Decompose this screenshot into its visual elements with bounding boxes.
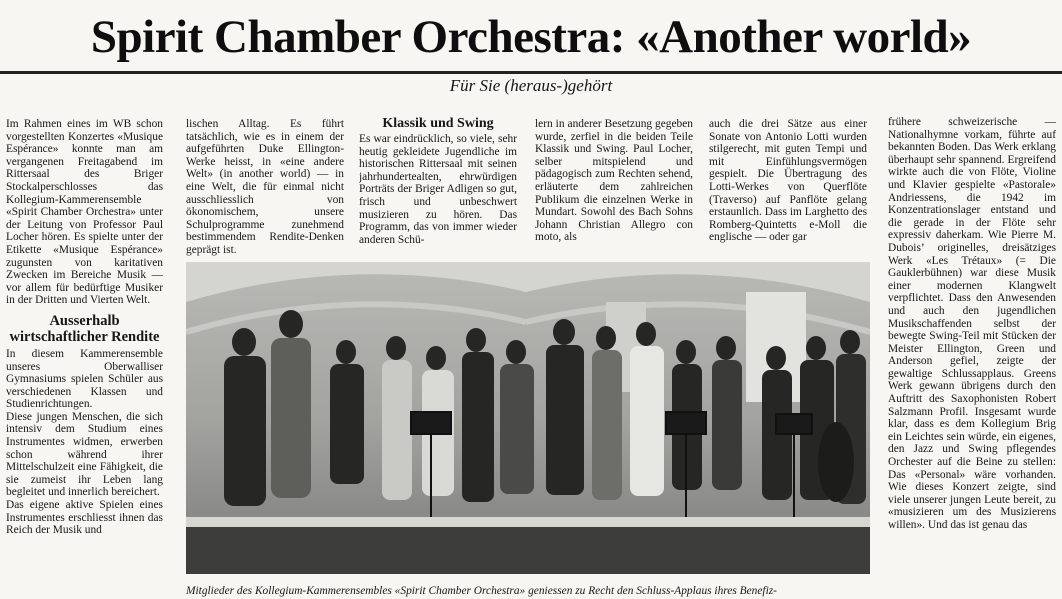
paragraph: Diese jungen Menschen, die sich intensiv dem Studium eines Instrumentes widmen, erwerben schon während ihrer Mittelschulzeit eine Fähigkeit, die sie zumeist ihr Leben lang begleitet und innerlich bereichert. [6,410,163,499]
article-column-3 [359,116,517,258]
article-column-5 [709,118,867,258]
section-heading-rendite: Ausserhalb wirtschaftlicher Rendite [9,312,160,345]
intro-paragraph: Im Rahmen eines im WB schon vorgestellten Konzertes «Musique Espérance» konnte man am vergangenen Freitagabend im Rittersaal des Briger Stockalperschlosses das Kollegium-Kammerensemble «Spirit Chamber Orchestra» unter der Leitung von Professor Paul Locher hören. Es spielte unter der Etikette «Musique Espérance» zugunsten von karitativen Zwecken im Bereiche Musik — vor allem für bedürftige Musiker in der Dritten und Vierten Welt. [6,118,163,307]
article-column-6 [888,116,1056,599]
paragraph: lern in anderer Besetzung gegeben wurde, zerfiel in die beiden Teile Klassik und Swing. Paul Locher, selber mitspielend und pädagogisch zum Rechten sehend, erläuterte dem zahlreichen Publikum die einzelnen Werke in Mundart. Sowohl des Bach Sohns Johann Christian Allegro con moto, als [535,118,693,244]
article-column-2 [186,118,344,258]
orchestra-photo-illustration [186,262,870,574]
paragraph: auch die drei Sätze aus einer Sonate von Antonio Lotti wurden stilgerecht, mit guten Tempi und mit Einfühlungsvermögen gespielt. Die Übertragung des Lotti-Werkes von Querflöte (Traverso) auf Panflöte gelang erstaunlich. Dass im Larghetto des Romberg-Quintetts e-Moll die englische — oder gar [709,118,867,244]
paragraph: frühere schweizerische — Nationalhymne vorkam, führte auf bekannten Boden. Das Werk erklang überhaupt sehr spannend. Ergreifend wirkte auch die von Flöte, Violine und Klavier gespielte «Pastorale» Andriessens, die 1942 im Konzentrationslager entstand und die gerade in der Flöte sehr expressiv daherkam. Wie Pierre M. Dubois’ originelles, dreisätziges Werk «Les Trétaux» (= Die Gauklerbühnen) war diese Musik einer modernen Klangwelt verpflichtet. Dass den Anwesenden und auch den jugendlichen Musikschaffenden selbst der bewegte Swing-Teil mit Stücken der Meister Ellington, Green und Anderson gefiel, zeigte der gewaltige Schlussapplaus. Greens Werk gewann übrigens durch den Auftritt des Saxophonisten Robert Salzmann Profil. Insgesamt wurde klar, dass es dem Kollegium Brig ein Leichtes sein würde, ein eigenes, den Jazz und Swing pflegendes Orchester auf die Beine zu stellen: Das «Personal» wäre vorhanden. Wie dieses Konzert zeigte, sind viele unserer jungen Leute bereit, zu «musizieren um des Musizierens willen». Und das ist genau das [888,116,1056,531]
photo-caption: Mitglieder des Kollegium-Kammerensembles «Spirit Chamber Orchestra» geniessen zu Recht den Schluss-Applaus ihres Benefiz- [186,585,777,597]
headline: Spirit Chamber Orchestra: «Another world» [90,11,972,63]
orchestra-photo [186,262,870,574]
paragraph: In diesem Kammerensemble unseres Oberwalliser Gymnasiums spielen Schüler aus verschiedenen Klassen und Studienrichtungen. [6,347,163,411]
article-column-1 [6,118,163,599]
article-column-4 [535,118,693,258]
section-heading-klassik: Klassik und Swing [382,116,494,131]
paragraph: lischen Alltag. Es führt tatsächlich, wie es in einem der aufgeführten Duke Ellington-Werke heisst, in «eine andere Welt» (in another world) — in eine Welt, die für einmal nicht ausschliesslich von ökonomischem, unsere Schulprogramme zunehmend bestimmendem Rendite-Denken geprägt ist. [186,118,344,256]
paragraph: Es war eindrücklich, so viele, sehr heutig gekleidete Jugendliche im historischen Rittersaal mit seinen jahrhundertealten, ehrwürdigen Porträts der Briger Adligen so gut, frisch und unbeschwert musizieren zu hören. Das Programm, das von immer wieder anderen Schü- [359,133,517,246]
subhead: Für Sie (heraus-)gehört [449,76,613,95]
paragraph: Das eigene aktive Spielen eines Instrumentes erschliesst ihnen das Reich der Musik und [6,499,163,537]
